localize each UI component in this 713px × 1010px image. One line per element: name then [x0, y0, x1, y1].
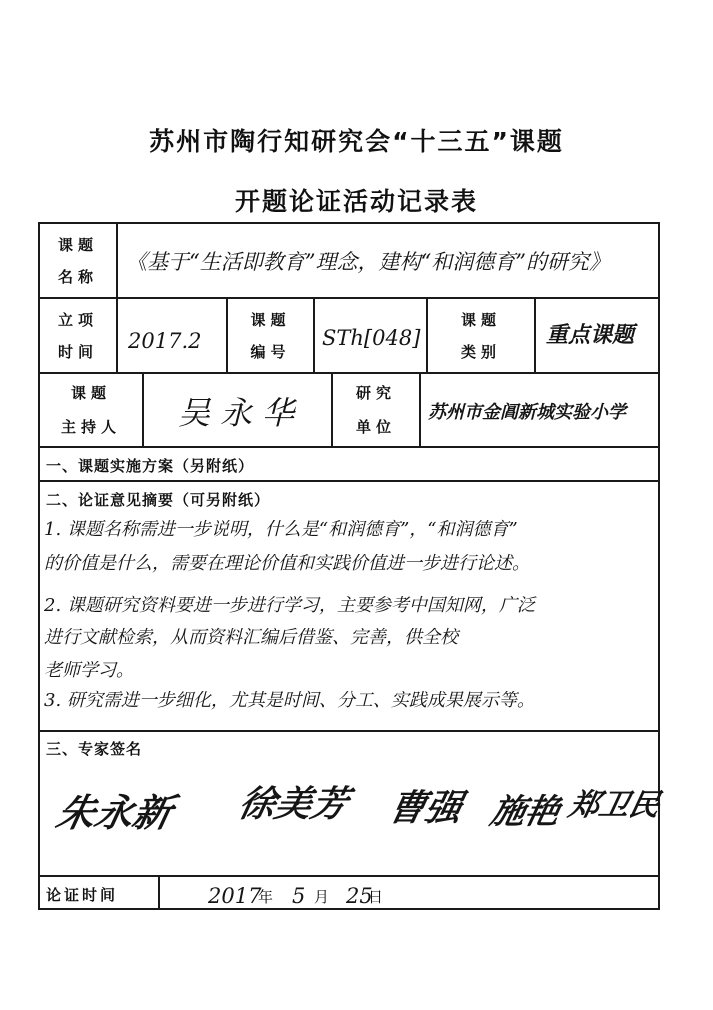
- expert-signature: 徐美芳: [235, 783, 352, 825]
- opinion-line: 1. 课题名称需进一步说明，什么是“和润德育”，“和润德育”: [44, 519, 518, 540]
- topic-category-label-line2: 类别: [460, 343, 501, 361]
- start-date-label-line2: 时间: [57, 343, 98, 361]
- topic-code-label-line2: 编号: [250, 343, 291, 361]
- month-unit: 月: [314, 888, 331, 906]
- review-date-day: 25: [346, 884, 373, 908]
- review-date-year: 2017: [208, 884, 262, 908]
- opinion-line: 3. 研究需进一步细化，尤其是时间、分工、实践成果展示等。: [44, 690, 535, 711]
- opinion-summary-heading: 二、论证意见摘要（可另附纸）: [46, 491, 271, 509]
- host-label-line2: 主持人: [60, 418, 121, 436]
- expert-signature: 郑卫民: [565, 788, 663, 823]
- topic-name-label-line2: 名称: [57, 268, 98, 286]
- start-date-value: 2017.2: [128, 329, 202, 353]
- host-label-line1: 课题: [70, 384, 111, 402]
- opinion-line: 老师学习。: [44, 660, 134, 681]
- topic-category-value: 重点课题: [546, 322, 635, 348]
- topic-code-label-line1: 课题: [250, 311, 291, 329]
- implementation-plan-heading: 一、课题实施方案（另附纸）: [46, 457, 255, 475]
- expert-signature: 施艳: [487, 792, 564, 832]
- research-unit-value: 苏州市金阊新城实验小学: [428, 402, 626, 423]
- day-unit: 日: [368, 888, 385, 906]
- review-date-label: 论证时间: [46, 886, 119, 904]
- topic-code-value: STh[048]: [322, 326, 421, 350]
- review-date-month: 5: [292, 884, 306, 908]
- opinion-line: 2. 课题研究资料要进一步进行学习，主要参考中国知网，广泛: [44, 595, 535, 616]
- research-unit-label-line2: 单位: [355, 418, 396, 436]
- expert-signature: 曹强: [385, 787, 466, 829]
- form-title: 苏州市陶行知研究会“十三五”课题: [149, 127, 564, 156]
- topic-category-label-line1: 课题: [460, 311, 501, 329]
- opinion-line: 进行文献检索，从而资料汇编后借鉴、完善，供全校: [44, 627, 458, 648]
- year-unit: 年: [258, 888, 275, 906]
- expert-signatures-heading: 三、专家签名: [46, 740, 143, 758]
- opinion-line: 的价值是什么，需要在理论价值和实践价值进一步进行论述。: [44, 553, 530, 574]
- research-unit-label-line1: 研究: [355, 384, 396, 402]
- expert-signature: 朱永新: [52, 790, 177, 835]
- topic-name-label-line1: 课题: [57, 236, 98, 254]
- host-value: 吴永华: [178, 394, 305, 432]
- topic-name-value: 《基于“生活即教育”理念，建构“和润德育”的研究》: [126, 250, 610, 274]
- form-subtitle: 开题论证活动记录表: [234, 187, 478, 216]
- start-date-label-line1: 立项: [57, 311, 98, 329]
